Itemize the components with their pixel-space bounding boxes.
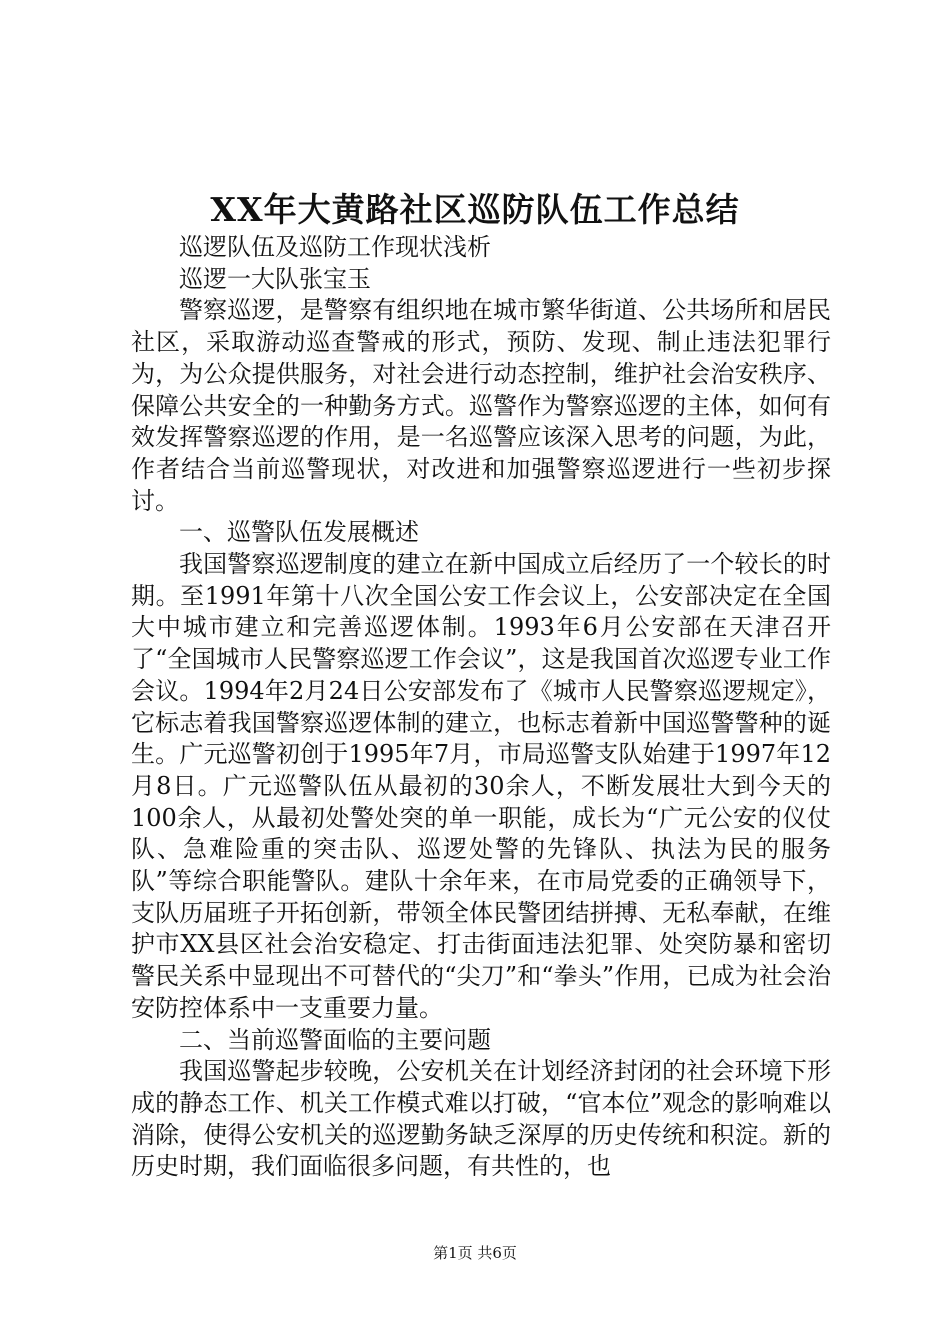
section-heading-1: 一、巡警队伍发展概述 <box>179 518 419 547</box>
paragraph-author: 巡逻一大队张宝玉 <box>179 264 371 293</box>
paragraph-section-2: 我国巡警起步较晚，公安机关在计划经济封闭的社会环境下形成的静态工作、机关工作模式难以打破，“官本位”观念的影响难以消除，使得公安机关的巡逻勤务缺乏深厚的历史传统和积淀。新的历史时期，我们面临很多问题，有共性的，也 <box>131 1057 831 1181</box>
document-title: XX年大黄路社区巡防队伍工作总结 <box>210 190 740 229</box>
page-number-footer: 第1页 共6页 <box>433 1244 517 1262</box>
section-heading-2: 二、当前巡警面临的主要问题 <box>179 1025 491 1054</box>
paragraph-intro: 警察巡逻，是警察有组织地在城市繁华街道、公共场所和居民社区，采取游动巡查警戒的形式，预防、发现、制止违法犯罪行为，为公众提供服务，对社会进行动态控制，维护社会治安秩序、保障公共安全的一种勤务方式。巡警作为警察巡逻的主体，如何有效发挥警察巡逻的作用，是一名巡警应该深入思考的问题，为此，作者结合当前巡警现状，对改进和加强警察巡逻进行一些初步探讨。 <box>131 296 831 515</box>
paragraph-subtitle: 巡逻队伍及巡防工作现状浅析 <box>179 233 491 261</box>
paragraph-section-1: 我国警察巡逻制度的建立在新中国成立后经历了一个较长的时期。至1991年第十八次全国公安工作会议上，公安部决定在全国大中城市建立和完善巡逻体制。1993年6月公安部在天津召开了“全国城市人民警察巡逻工作会议”，这是我国首次巡逻专业工作会议。1994年2月24日公安部发布了《城市人民警察巡逻规定》，它标志着我国警察巡逻体制的建立，也标志着新中国巡警警种的诞生。广元巡警初创于1995年7月，市局巡警支队始建于1997年12月8日。广元巡警队伍从最初的30余人，不断发展壮大到今天的100余人，从最初处警处突的单一职能，成长为“广元公安的仪仗队、急难险重的突击队、巡逻处警的先锋队、执法为民的服务队”等综合职能警队。建队十余年来，在市局党委的正确领导下，支队历届班子开拓创新，带领全体民警团结拼搏、无私奉献，在维护市XX县区社会治安稳定、打击街面违法犯罪、处突防暴和密切警民关系中显现出不可替代的“尖刀”和“拳头”作用，已成为社会治安防控体系中一支重要力量。 <box>131 550 831 1022</box>
document-body <box>131 232 831 1183</box>
